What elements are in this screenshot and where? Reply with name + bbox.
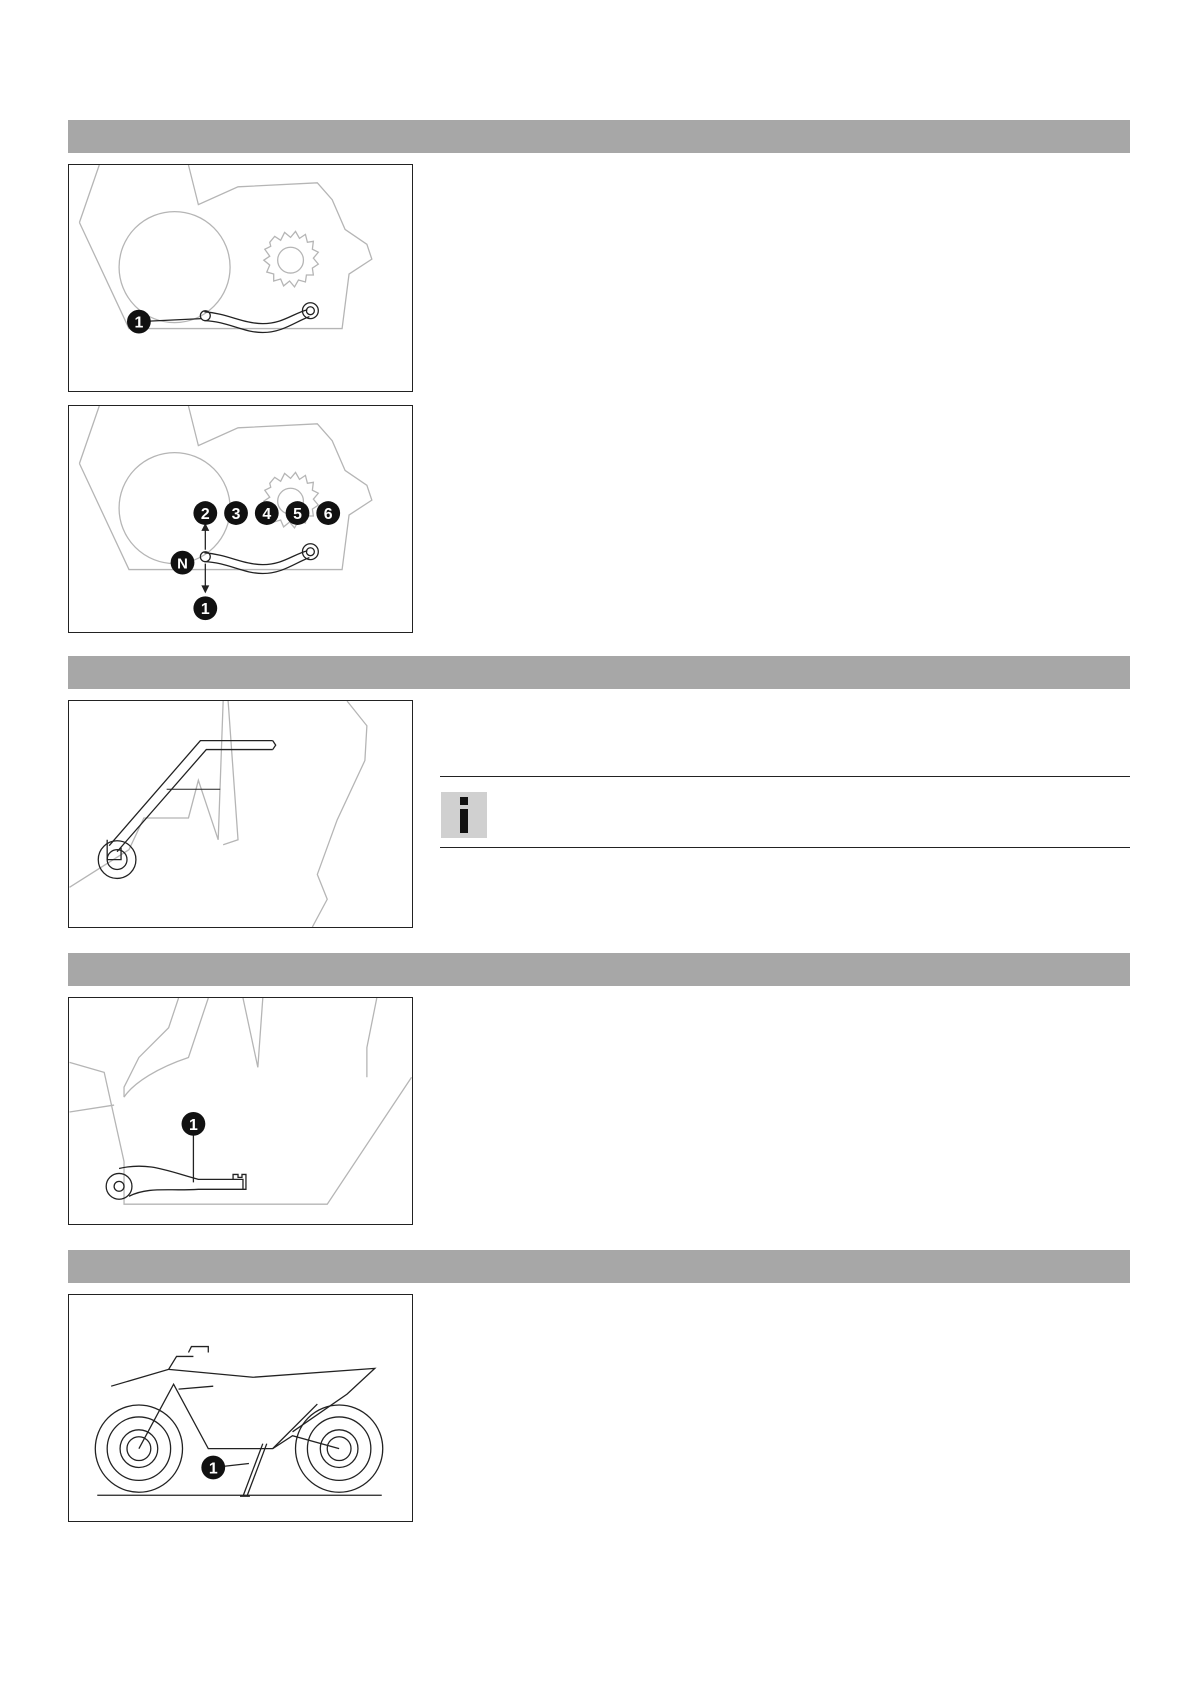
callout-gear-2 [193,501,217,525]
section-header-bar-2 [68,656,1130,689]
callout-gear-1 [193,596,217,620]
callout-1 [127,310,151,334]
callout-N [171,551,195,575]
shift-lever-illustration [69,165,412,391]
callout-gear-5 [286,501,310,525]
svg-text:1: 1 [134,314,144,332]
figure-gear-pattern [68,405,413,633]
info-box-top-rule [440,776,1130,777]
callout-1 [201,1456,225,1480]
figure-shift-lever [68,164,413,392]
side-stand-illustration [69,1295,412,1521]
brake-pedal-illustration [69,998,412,1224]
gear-pattern-illustration [69,406,412,632]
svg-text:6: 6 [323,506,333,523]
info-icon [441,792,487,838]
kickstarter-illustration [69,701,412,927]
svg-text:1: 1 [208,1460,218,1478]
svg-text:1: 1 [200,601,210,619]
info-box-bottom-rule [440,847,1130,848]
section-header-bar-1 [68,120,1130,153]
section-header-bar-3 [68,953,1130,986]
svg-text:5: 5 [293,506,302,523]
figure-kickstarter [68,700,413,928]
callout-1 [182,1112,206,1136]
info-glyph [456,797,472,833]
figure-brake-pedal [68,997,413,1225]
callout-gear-4 [255,501,279,525]
section-header-bar-4 [68,1250,1130,1283]
svg-text:4: 4 [262,506,272,523]
figure-side-stand [68,1294,413,1522]
callout-gear-6 [316,501,340,525]
svg-text:1: 1 [189,1116,198,1134]
callout-gear-3 [224,501,248,525]
svg-text:2: 2 [200,506,210,523]
svg-text:N: N [177,556,188,573]
svg-text:3: 3 [231,506,241,523]
